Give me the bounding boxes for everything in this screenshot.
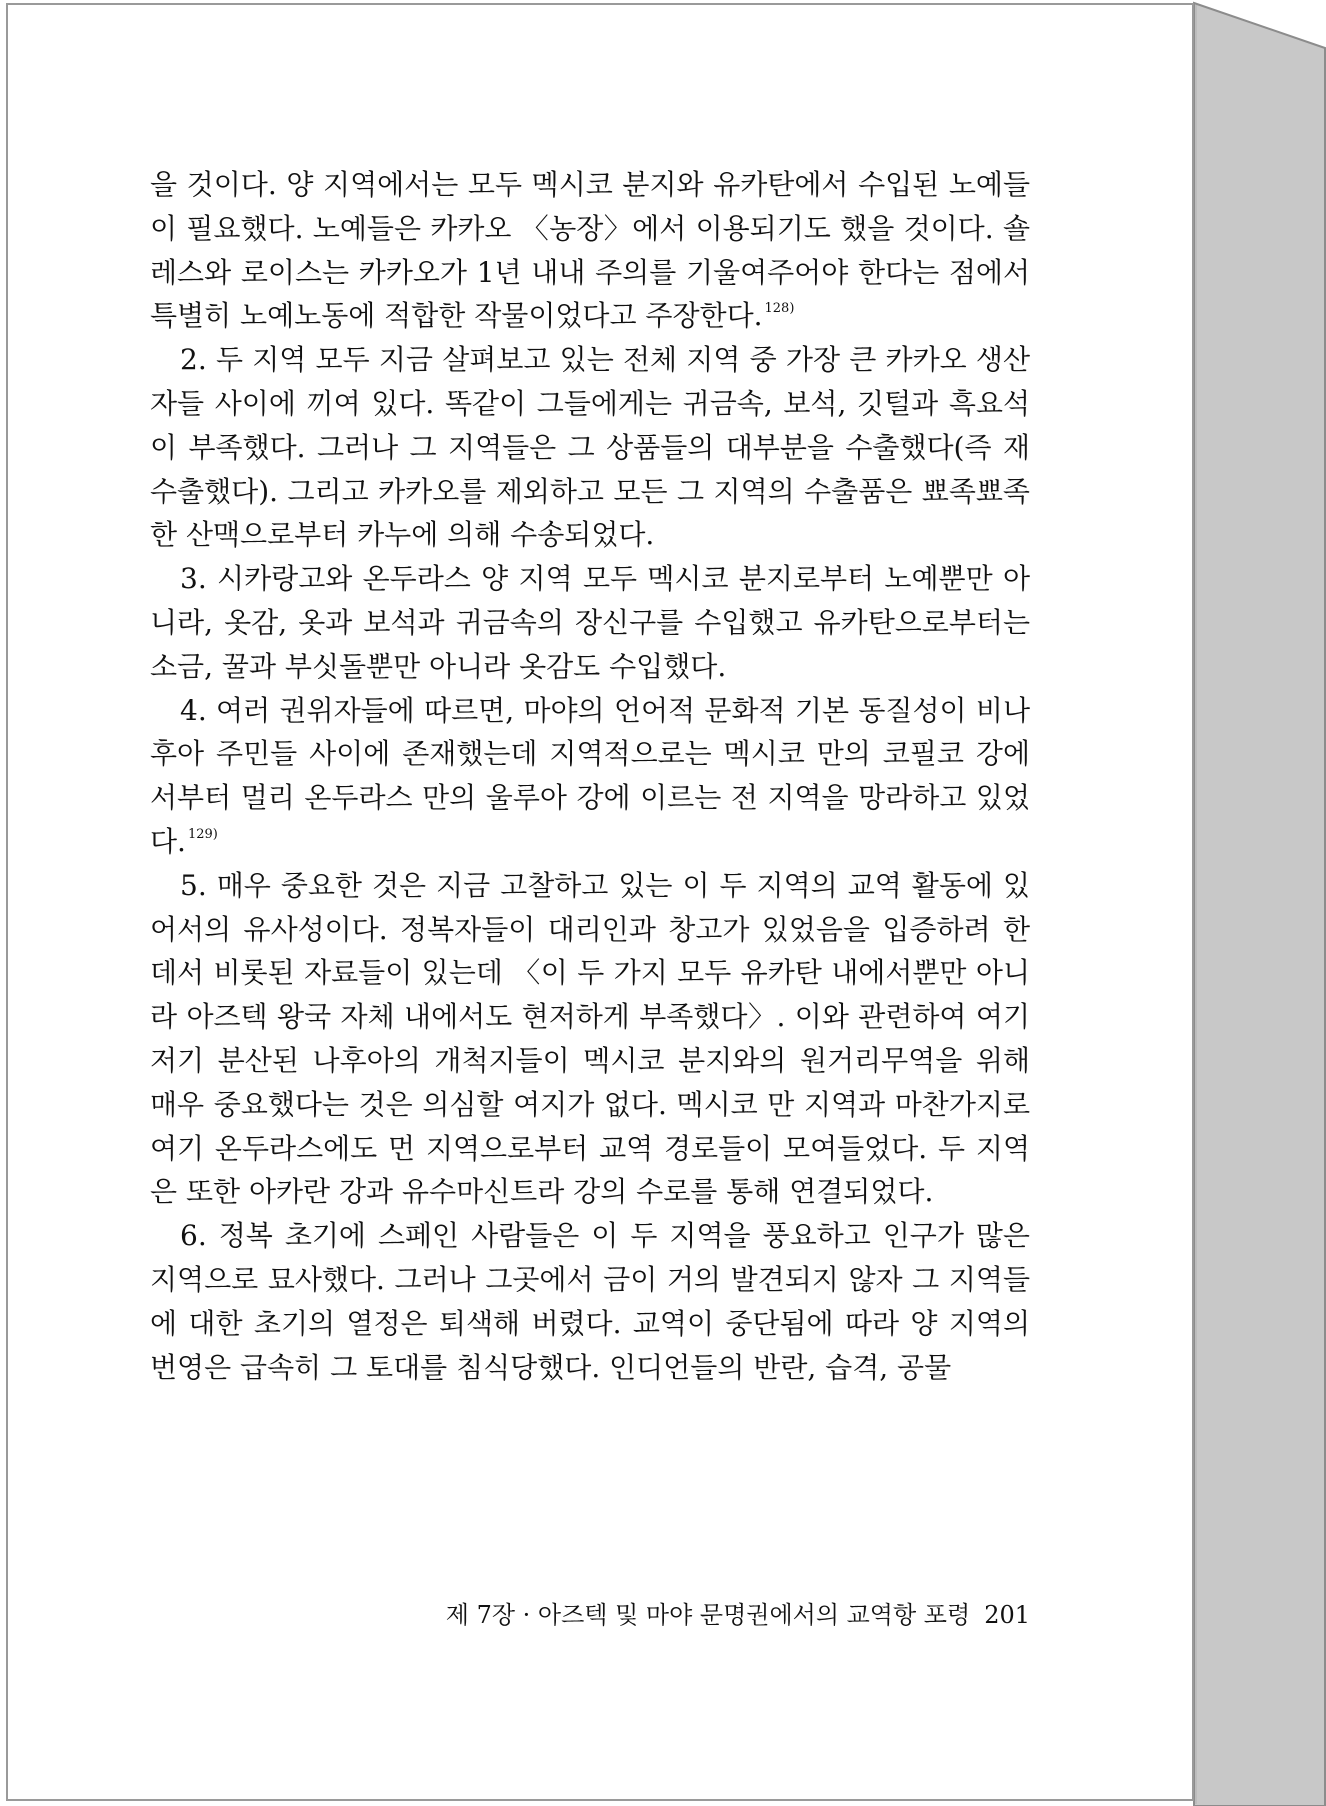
- body-text: [150, 163, 1030, 1389]
- paragraph-text: 을 것이다. 양 지역에서는 모두 멕시코 분지와 유카탄에서 수입된 노예들이 필요했다. 노예들은 카카오 〈농장〉에서 이용되기도 했을 것이다. 숄레스와 로이스는 카카오가 1년 내내 주의를 기울여주어야 한다는 점에서 특별히 노예노동에 적합한 작물이었다고 주장한다.: [150, 168, 1030, 333]
- chapter-title: 제 7장 · 아즈텍 및 마야 문명권에서의 교역항 포령: [445, 1601, 971, 1629]
- paragraph-1: [150, 163, 1030, 338]
- paragraph-3: [150, 557, 1030, 688]
- running-footer: [150, 1595, 1030, 1630]
- paragraph-text: 2. 두 지역 모두 지금 살펴보고 있는 전체 지역 중 가장 큰 카카오 생산자들 사이에 끼여 있다. 똑같이 그들에게는 귀금속, 보석, 깃털과 흑요석이 부족했다. 그러나 그 지역들은 그 상품들의 대부분을 수출했다(즉 재수출했다). 그리고 카카오를 제외하고 모든 그 지역의 수출품은 뾰족뾰족한 산맥으로부터 카누에 의해 수송되었다.: [150, 343, 1030, 552]
- footnote-marker: 128): [764, 301, 795, 317]
- footnote-marker: 129): [187, 826, 218, 842]
- paragraph-5: [150, 864, 1030, 1214]
- page-number: 201: [984, 1601, 1030, 1629]
- paragraph-2: [150, 338, 1030, 557]
- paragraph-text: 6. 정복 초기에 스페인 사람들은 이 두 지역을 풍요하고 인구가 많은 지역으로 묘사했다. 그러나 그곳에서 금이 거의 발견되지 않자 그 지역들에 대한 초기의 열정은 퇴색해 버렸다. 교역이 중단됨에 따라 양 지역의 번영은 급속히 그 토대를 침식당했다. 인디언들의 반란, 습격, 공물: [150, 1219, 1030, 1384]
- paragraph-text: 5. 매우 중요한 것은 지금 고찰하고 있는 이 두 지역의 교역 활동에 있어서의 유사성이다. 정복자들이 대리인과 창고가 있었음을 입증하려 한 데서 비롯된 자료들이 있는데 〈이 두 가지 모두 유카탄 내에서뿐만 아니라 아즈텍 왕국 자체 내에서도 현저하게 부족했다〉. 이와 관련하여 여기저기 분산된 나후아의 개척지들이 멕시코 분지와의 원거리무역을 위해 매우 중요했다는 것은 의심할 여지가 없다. 멕시코 만 지역과 마찬가지로 여기 온두라스에도 먼 지역으로부터 교역 경로들이 모여들었다. 두 지역은 또한 아카란 강과 유수마신트라 강의 수로를 통해 연결되었다.: [150, 868, 1030, 1209]
- paragraph-text: 3. 시카랑고와 온두라스 양 지역 모두 멕시코 분지로부터 노예뿐만 아니라, 옷감, 옷과 보석과 귀금속의 장신구를 수입했고 유카탄으로부터는 소금, 꿀과 부싯돌뿐만 아니라 옷감도 수입했다.: [150, 562, 1030, 683]
- paragraph-4: [150, 689, 1030, 864]
- paragraph-text: 4. 여러 권위자들에 따르면, 마야의 언어적 문화적 기본 동질성이 비나후아 주민들 사이에 존재했는데 지역적으로는 멕시코 만의 코필코 강에서부터 멀리 온두라스 만의 울루아 강에 이르는 전 지역을 망라하고 있었다.: [150, 693, 1030, 858]
- paragraph-6: [150, 1214, 1030, 1389]
